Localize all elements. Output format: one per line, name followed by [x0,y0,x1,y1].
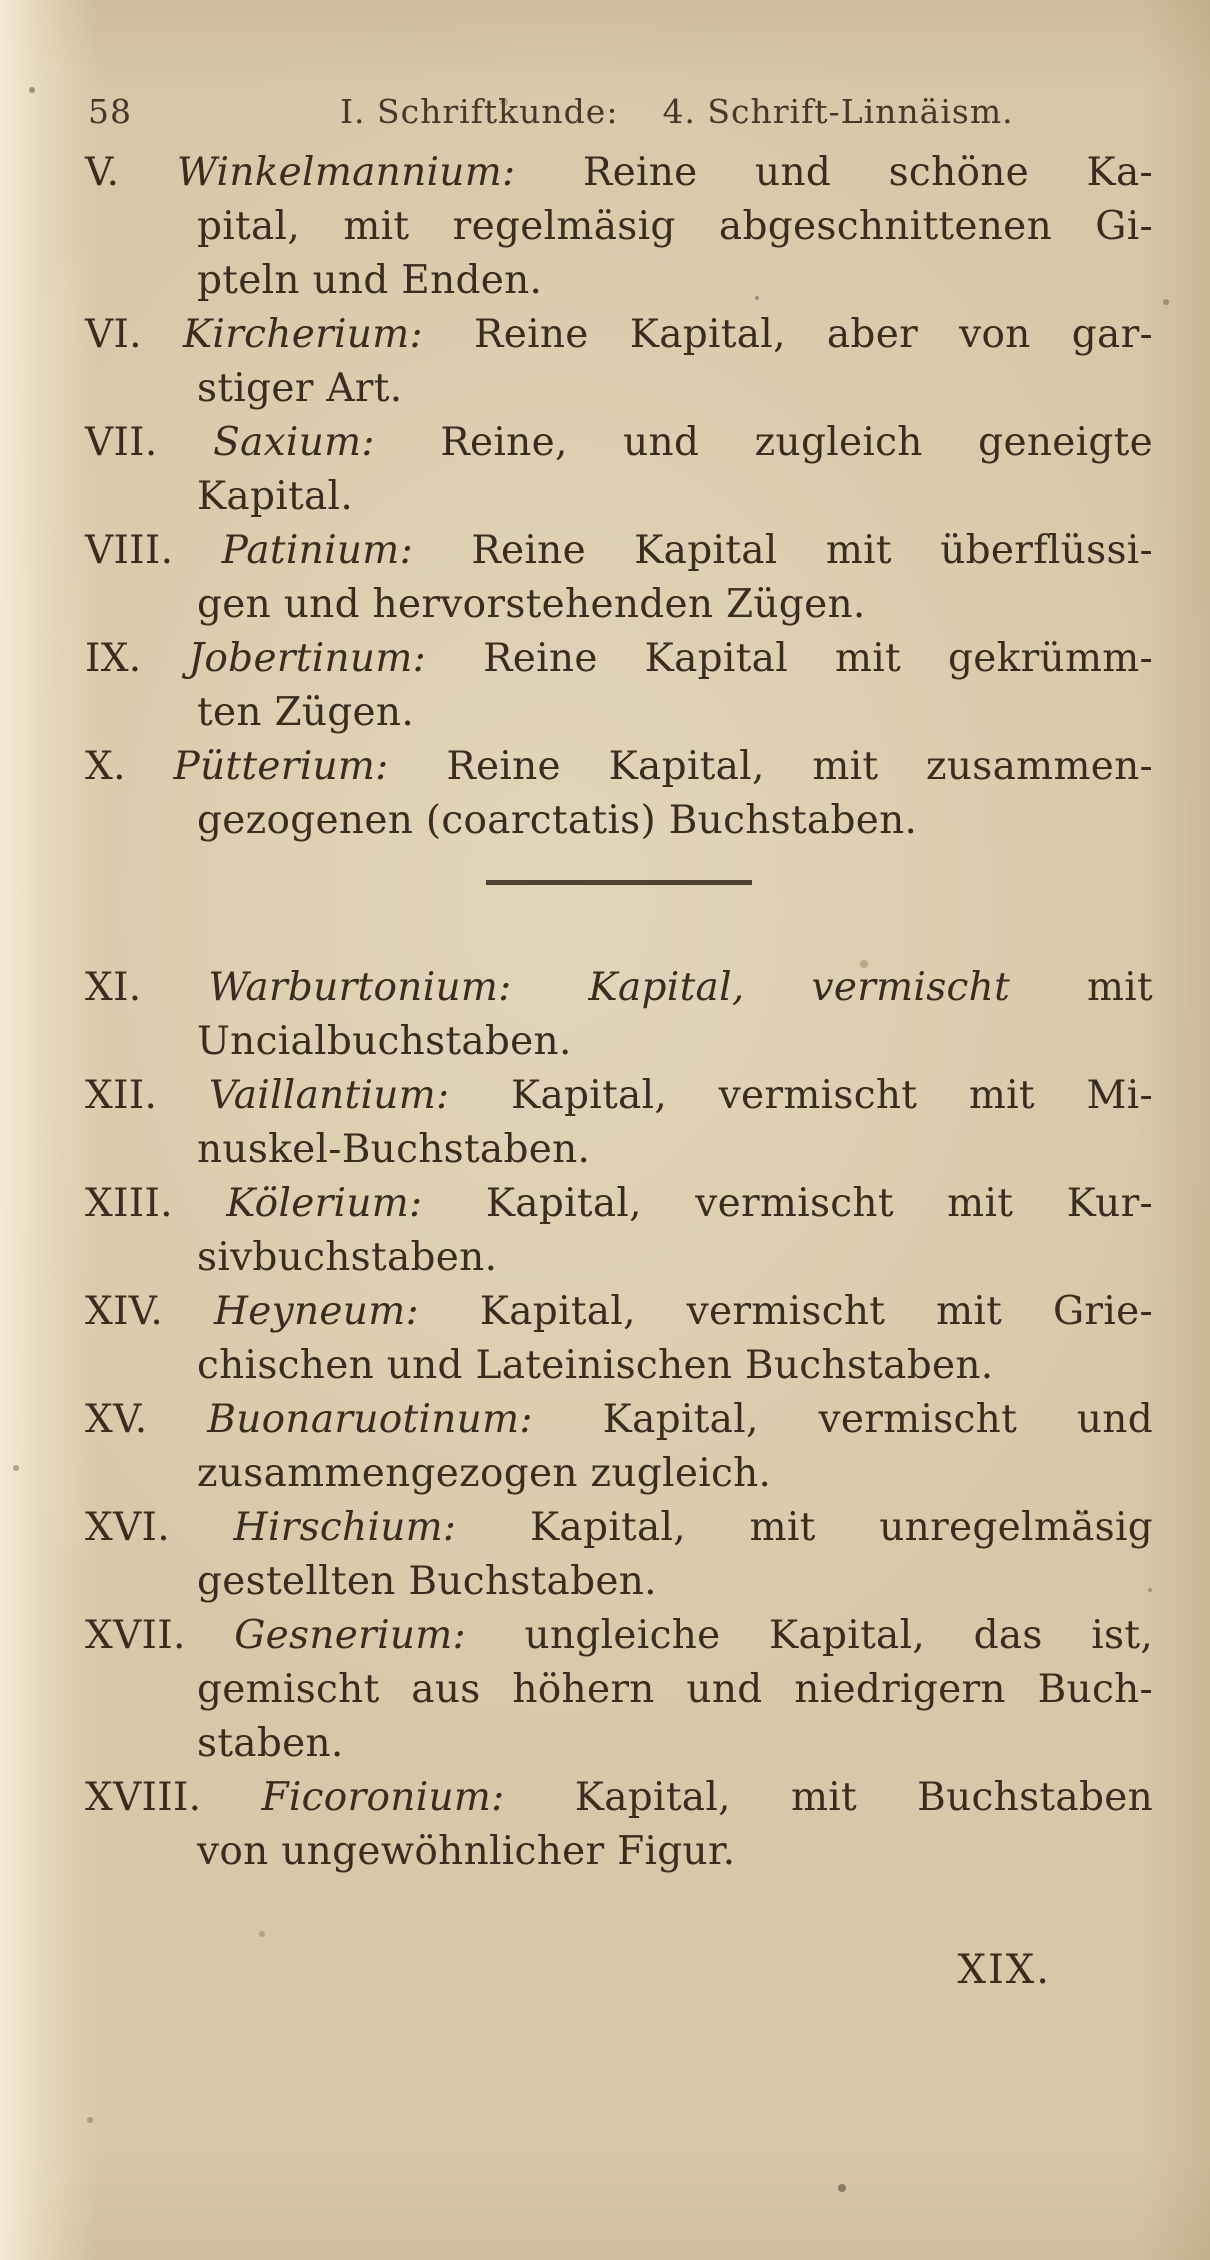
entry-name: Patinium: [221,528,414,573]
entry-description: mit [1086,965,1154,1010]
entry-description: Kapital, vermischt mit Kur- [485,1181,1154,1226]
entry-name: Kircherium: [182,312,423,357]
entry-continuation-line: pital, mit regelmäsig abgeschnittenen Gi- [197,204,1153,249]
entry-description-italic: Kapital, vermischt [588,965,1011,1010]
entry-first-line [85,1609,1153,1663]
list-entry-xv [85,1393,1153,1501]
page-body [85,146,1153,1997]
entry-first-line [85,1069,1153,1123]
entry-description: Kapital, mit unregelmäsig [529,1505,1153,1550]
entry-continuation-line: gen und hervorstehenden Zügen. [197,582,866,627]
running-title [340,92,1014,131]
page-header [0,92,1210,131]
entry-numeral: XIII. [85,1181,173,1226]
entry-numeral: V. [85,150,120,195]
entry-continuation-line: sivbuchstaben. [197,1235,498,1280]
list-entry-xii [85,1069,1153,1177]
entry-continuation-line: von ungewöhnlicher Figur. [197,1829,736,1874]
entry-first-line [85,1501,1153,1555]
entry-numeral: XVII. [85,1613,186,1658]
entry-continuation-line: stiger Art. [197,366,403,411]
entry-name: Saxium: [213,420,375,465]
entry-numeral: XIV. [85,1289,164,1334]
entry-description: Reine Kapital mit gekrümm- [483,636,1153,681]
entry-numeral: XII. [85,1073,158,1118]
entry-continuation-line: pteln und Enden. [197,258,543,303]
entry-continuation-line: staben. [197,1721,344,1766]
entry-first-line [85,961,1153,1015]
entry-first-line [85,146,1153,200]
entry-numeral: VI. [85,312,142,357]
entry-name: Gesnerium: [234,1613,466,1658]
list-entry-xvii [85,1609,1153,1771]
list-entry-x [85,740,1153,848]
entry-description: Reine Kapital, mit zusammen- [446,744,1154,789]
entry-description: Kapital, vermischt mit Grie- [479,1289,1153,1334]
entry-numeral: XV. [85,1397,148,1442]
entry-continuation-line: nuskel-Buchstaben. [197,1127,591,1172]
entry-name: Jobertinum: [188,636,427,681]
entry-continuation-line: Uncialbuchstaben. [197,1019,572,1064]
entry-name: Winkelmannium: [176,150,516,195]
list-entry-vii [85,416,1153,524]
entry-description: Kapital, mit Buchstaben [574,1775,1154,1820]
entry-description: Reine Kapital, aber von gar- [474,312,1153,357]
list-section-2 [85,961,1153,1879]
scan-speckles [0,0,4,4]
entry-continuation-line: zusammengezogen zugleich. [197,1451,772,1496]
entry-numeral: XI. [85,965,142,1010]
entry-name: Hirschium: [233,1505,457,1550]
page-number: 58 [88,92,132,131]
entry-continuation-line: Kapital. [197,474,354,519]
section-divider-rule [486,880,752,885]
entry-first-line [85,416,1153,470]
entry-description: ungleiche Kapital, das ist, [524,1613,1154,1658]
list-entry-viii [85,524,1153,632]
entry-description: Reine Kapital mit überflüssi- [471,528,1154,573]
running-title-left: I. Schriftkunde: [340,92,619,131]
entry-continuation-line: gestellten Buchstaben. [197,1559,657,1604]
entry-name: Heyneum: [213,1289,419,1334]
entry-description: Reine und schöne Ka- [582,150,1154,195]
entry-name: Buonaruotinum: [207,1397,533,1442]
entry-first-line [85,1285,1153,1339]
entry-continuation-line: gemischt aus höhern und niedrigern Buch- [197,1667,1153,1712]
list-entry-vi [85,308,1153,416]
entry-numeral: VIII. [85,528,174,573]
list-entry-xi [85,961,1153,1069]
entry-description: Reine, und zugleich geneigte [440,420,1154,465]
running-title-right: 4. Schrift-Linnäism. [662,92,1014,131]
entry-first-line [85,524,1153,578]
list-entry-xviii [85,1771,1153,1879]
entry-description: Kapital, vermischt mit Mi- [511,1073,1153,1118]
entry-continuation-line: chischen und Lateinischen Buchstaben. [197,1343,994,1388]
catchword: XIX. [957,1947,1051,1993]
entry-numeral: VII. [85,420,158,465]
list-section-1 [85,146,1153,848]
entry-first-line [85,308,1153,362]
entry-name: Warburtonium: [208,965,512,1010]
list-entry-xiv [85,1285,1153,1393]
entry-description: Kapital, vermischt und [602,1397,1153,1442]
entry-numeral: IX. [85,636,142,681]
entry-name: Ficoronium: [261,1775,505,1820]
entry-continuation-line: gezogenen (coarctatis) Buchstaben. [197,798,918,843]
entry-name: Pütterium: [173,744,389,789]
entry-first-line [85,632,1153,686]
list-entry-ix [85,632,1153,740]
entry-numeral: XVI. [85,1505,170,1550]
entry-first-line [85,740,1153,794]
list-entry-v [85,146,1153,308]
entry-first-line [85,1771,1153,1825]
list-entry-xvi [85,1501,1153,1609]
entry-name: Kölerium: [226,1181,423,1226]
list-entry-xiii [85,1177,1153,1285]
entry-continuation-line: ten Zügen. [197,690,415,735]
entry-first-line [85,1393,1153,1447]
entry-numeral: X. [85,744,126,789]
entry-name: Vaillantium: [208,1073,450,1118]
entry-numeral: XVIII. [85,1775,202,1820]
entry-first-line [85,1177,1153,1231]
